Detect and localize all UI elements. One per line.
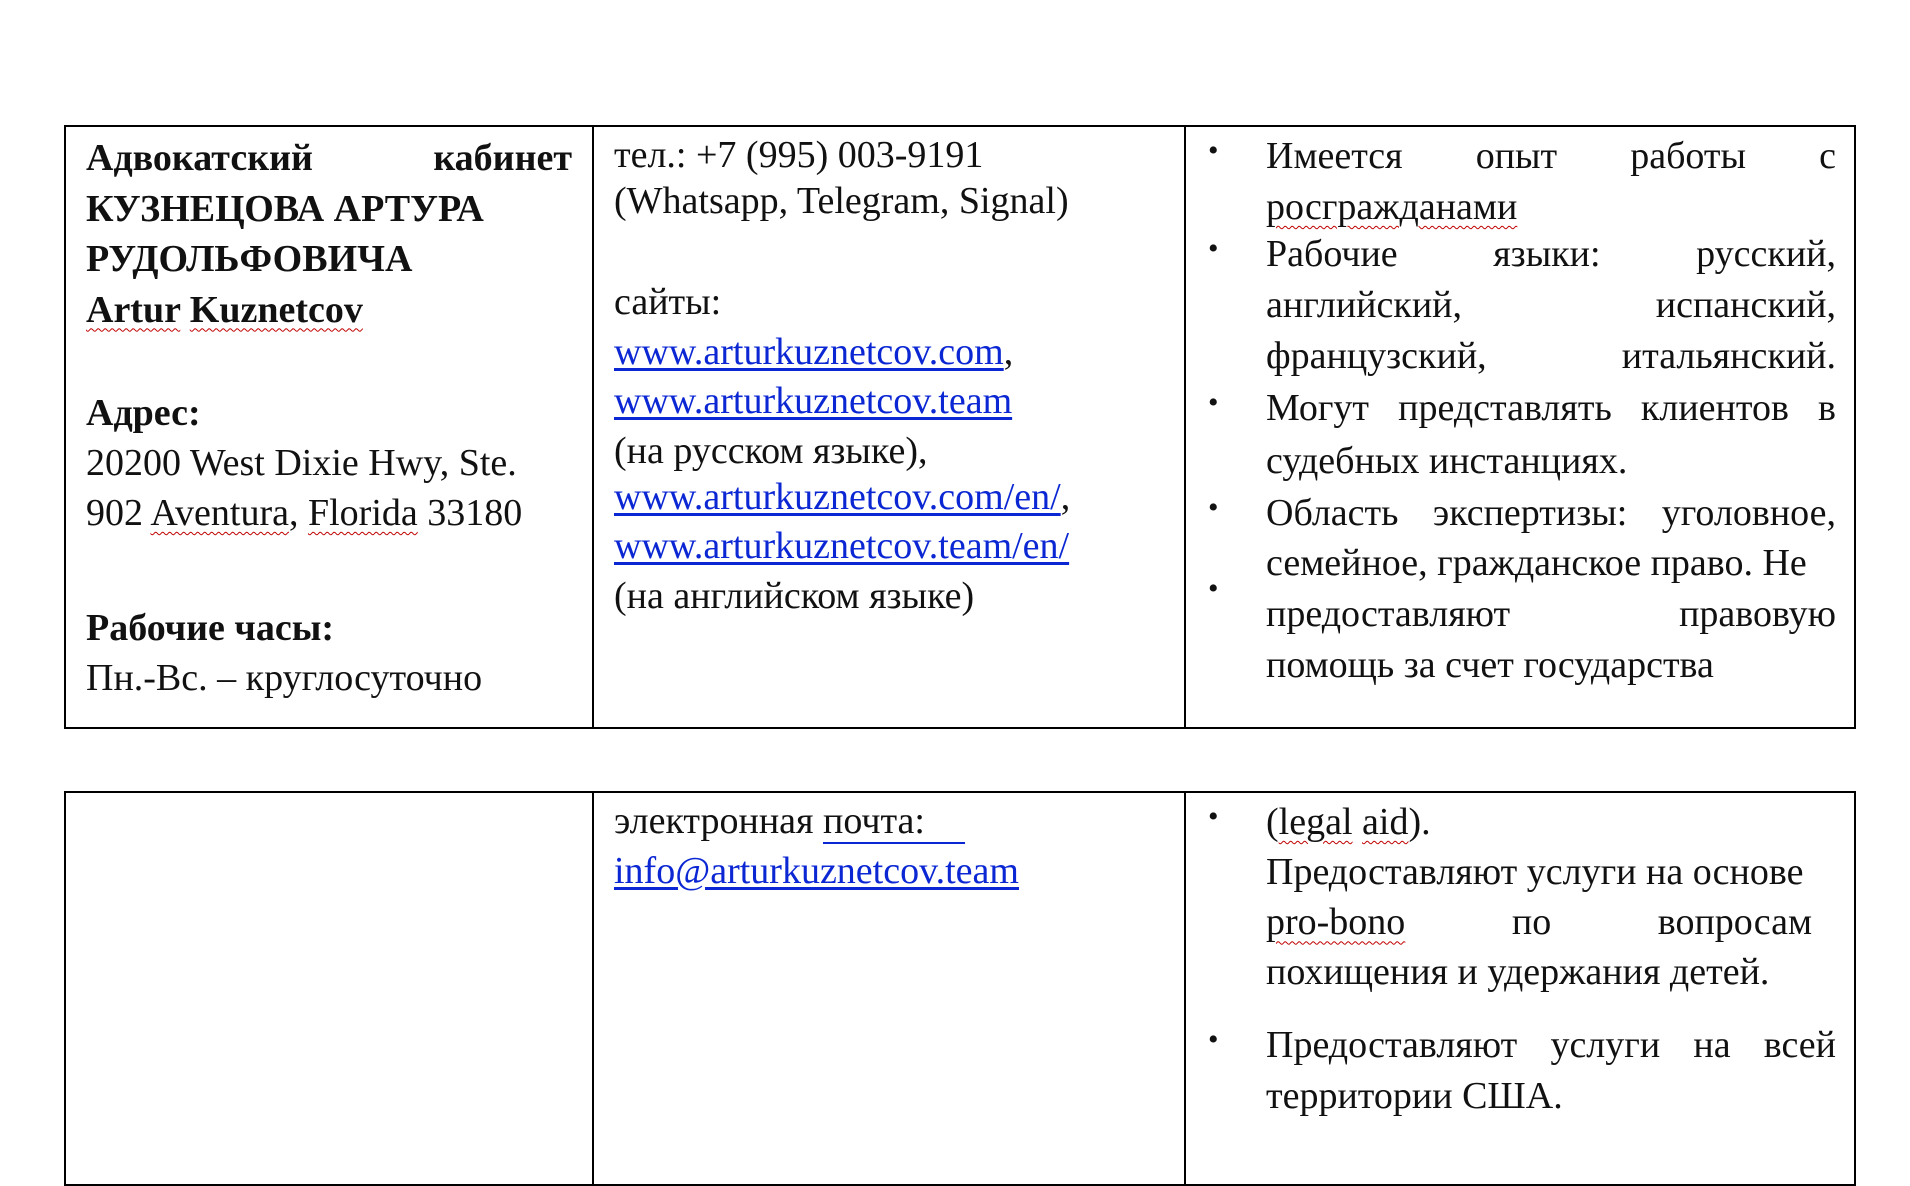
site-ru-link-2[interactable]: www.arturkuznetcov.team [614, 380, 1013, 423]
services-cell [1185, 792, 1855, 1185]
list-item: • (legal aid). Предоставляют услуги на основе pro-bono по вопросам похищения и удержания детей. [1208, 800, 1812, 994]
hours-label: Рабочие часы: [86, 606, 335, 649]
hours-value: Пн.-Вс. – круглосуточно [86, 657, 483, 700]
site-en-link-1[interactable]: www.arturkuznetcov.com/en/ [614, 475, 1061, 518]
site-ru-link-1[interactable]: www.arturkuznetcov.com [614, 330, 1004, 373]
address-label: Адрес: [86, 392, 201, 435]
office-info-cell [65, 126, 593, 728]
empty-cell [65, 792, 593, 1185]
email-cell [593, 792, 1185, 1185]
phone-text: тел.: +7 (995) 003-9191 [614, 134, 984, 176]
list-item: • предоставляют правовую помощь за счет государства [1208, 571, 1836, 686]
email-link[interactable]: info@arturkuznetcov.team [614, 849, 1019, 892]
contact-table-bottom [64, 791, 1856, 1186]
messengers-text: (Whatsapp, Telegram, Signal) [614, 179, 1069, 222]
services-list [1208, 797, 1836, 1121]
list-item: • Область экспертизы: уголовное, семейное, гражданское право. Не [1208, 490, 1836, 585]
details-list [1208, 131, 1836, 691]
table-row [65, 126, 1855, 728]
table-row [65, 792, 1855, 1185]
list-item: • Могут представлять клиентов в судебных инстанциях. [1208, 385, 1836, 482]
site-en-link-2[interactable]: www.arturkuznetcov.team/en/ [614, 525, 1070, 568]
email-label: электронная почта: [614, 799, 1164, 845]
details-cell [1185, 126, 1855, 728]
ru-note: (на русском языке), [614, 429, 928, 472]
latin-name: Artur Kuznetcov [86, 288, 363, 331]
office-name-line: Адвокатский кабинет [86, 137, 572, 179]
contacts-cell: тел.: +7 (995) 003-9191 (Whatsapp, Telegram, Signal) сайты: www.arturkuznetcov.com, www.arturkuznetcov.team (на русском языке), www.arturkuznetcov.com/en/, www.arturkuznetcov.team/en/ (на английском языке) [593, 126, 1185, 728]
list-item: • Предоставляют услуги на всей территории США. [1208, 1022, 1836, 1117]
lawyer-name-line1: КУЗНЕЦОВА АРТУРА [86, 187, 484, 230]
list-item: • Имеется опыт работы с росгражданами [1208, 134, 1836, 228]
address-line1: 20200 West Dixie Hwy, Ste. [86, 441, 517, 484]
list-item: • Рабочие языки: русский, английский, испанский, французский, итальянский. [1208, 231, 1836, 377]
sites-label: сайты: [614, 281, 722, 324]
en-note: (на английском языке) [614, 574, 975, 617]
lawyer-name-line2: РУДОЛЬФОВИЧА [86, 238, 413, 281]
address-line2: 902 Aventura, Florida 33180 [86, 492, 523, 535]
contact-table-top [64, 125, 1856, 729]
